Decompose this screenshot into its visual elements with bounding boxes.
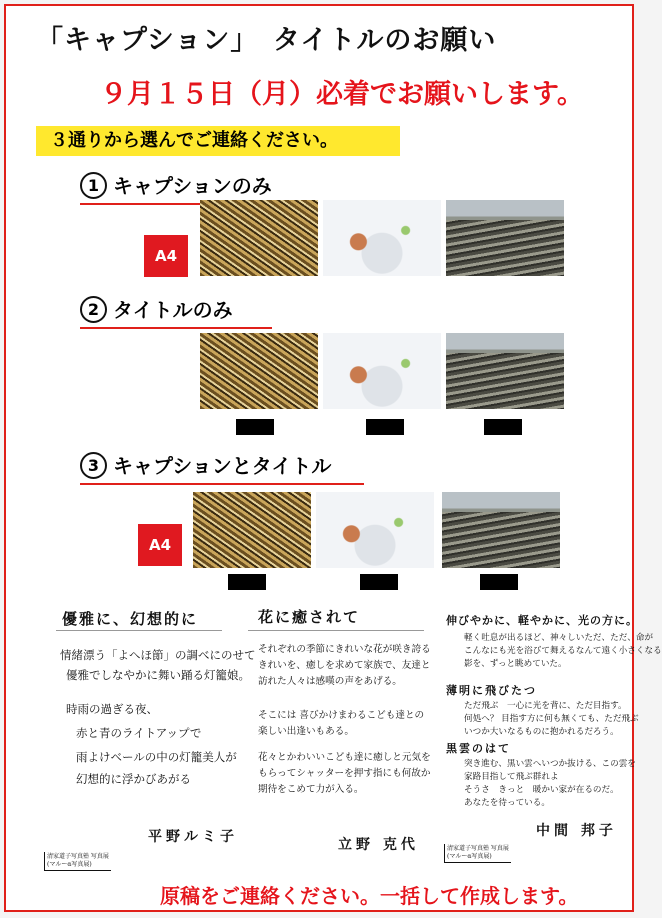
photo-snow-flower: [316, 492, 434, 568]
option-1-label: キャプションのみ: [113, 174, 272, 198]
caption-3-paragraph-2: ただ飛ぶ 一心に光を背に、ただ目指す。 何処へ？ 目指す方に何も無くても、ただ飛ぶ いつか大いなるものに抱かれるだろう。: [464, 701, 639, 737]
caption-1-line: 優雅でしなやかに舞い踊る灯籠娘。: [66, 668, 250, 682]
caption-card-2: [242, 600, 432, 870]
caption-1-line: 幻想的に浮かびあがる: [76, 772, 191, 786]
caption-2-author: 立野 克代: [338, 837, 419, 853]
option-1-a4-badge: A4: [144, 235, 188, 277]
deadline-notice: ９月１５日（月）必着でお願いします。: [100, 79, 584, 110]
photo-sand-ripples: [446, 333, 564, 409]
caption-2-divider: [248, 630, 424, 631]
caption-3-paragraph-3: 突き進む、黒い雲へいつか抜ける、この雲を 家路目指して飛ぶ群れよ そうさ きっと 暖かい家が在るのだ。 あなたを待っている。: [464, 759, 636, 808]
instruction-banner: ３通りから選んでご連絡ください。: [36, 126, 400, 156]
title-placeholder-block: [366, 419, 404, 435]
caption-card-1: [40, 600, 256, 870]
title-placeholder-block: [360, 574, 398, 590]
caption-1-line: 赤と青のライトアップで: [76, 726, 202, 740]
option-3-number: 3: [80, 452, 107, 479]
option-3-a4-badge: A4: [138, 524, 182, 566]
photo-flowers: [200, 200, 318, 276]
photo-snow-flower: [323, 333, 441, 409]
caption-1-title: 優雅に、幻想的に: [62, 610, 199, 628]
caption-2-paragraph-2: そこには 喜びかけまわるこども達との 楽しい出逢いもある。: [258, 710, 425, 737]
caption-2-paragraph-1: それぞれの季節にきれいな花が咲き誇る きれいを、癒しを求めて家族で、友達と 訪れた人々は感嘆の声をあげる。: [258, 644, 431, 687]
option-2-heading: [80, 294, 272, 329]
caption-2-title: 花に癒されて: [258, 608, 361, 626]
photo-sand-ripples: [446, 200, 564, 276]
page-title: 「キャプション」 タイトルのお願い: [36, 25, 497, 56]
title-placeholder-block: [480, 574, 518, 590]
title-placeholder-block: [236, 419, 274, 435]
caption-1-line: 雨よけベールの中の灯籠美人が: [76, 750, 237, 764]
title-placeholder-block: [484, 419, 522, 435]
club-tag: 清家道子写真塾 写真展 (マルーα写真展): [444, 844, 511, 863]
option-2-number: 2: [80, 296, 107, 323]
option-2-label: タイトルのみ: [113, 298, 233, 322]
caption-3-paragraph-1: 軽く吐息が出るほど、神々しいただ、ただ、命が こんなにも光を浴びて舞えるなんて遠く小さくなる 影を、ずっと眺めていた。: [464, 633, 662, 669]
photo-sand-ripples: [442, 492, 560, 568]
caption-3-author: 中間 邦子: [536, 823, 617, 839]
caption-3-title: 伸びやかに、軽やかに、光の方に。: [446, 614, 638, 627]
title-placeholder-block: [228, 574, 266, 590]
caption-1-line: 時雨の過ぎる夜、: [66, 702, 158, 716]
option-3-label: キャプションとタイトル: [113, 454, 332, 478]
caption-2-paragraph-3: 花々とかわいいこども達に癒しと元気を もらってシャッターを押す指にも何故か 期待をこめて力が入る。: [258, 752, 431, 795]
option-3-heading: [80, 450, 364, 485]
option-1-number: 1: [80, 172, 107, 199]
photo-snow-flower: [323, 200, 441, 276]
caption-3-subtitle-2: 薄明に飛びたつ: [446, 684, 537, 697]
caption-1-author: 平野ルミ子: [148, 829, 238, 845]
club-tag: 清家道子写真塾 写真展 (マルーα写真展): [44, 852, 111, 871]
footer-notice: 原稿をご連絡ください。一括して作成します。: [160, 884, 579, 908]
photo-flowers: [193, 492, 311, 568]
photo-flowers: [200, 333, 318, 409]
caption-3-subtitle-3: 黒雲のはて: [446, 742, 511, 755]
caption-card-3: [440, 606, 662, 874]
caption-1-line: 情緒漂う「よへほ節」の調べにのせて: [60, 648, 256, 662]
caption-1-divider: [56, 630, 222, 631]
